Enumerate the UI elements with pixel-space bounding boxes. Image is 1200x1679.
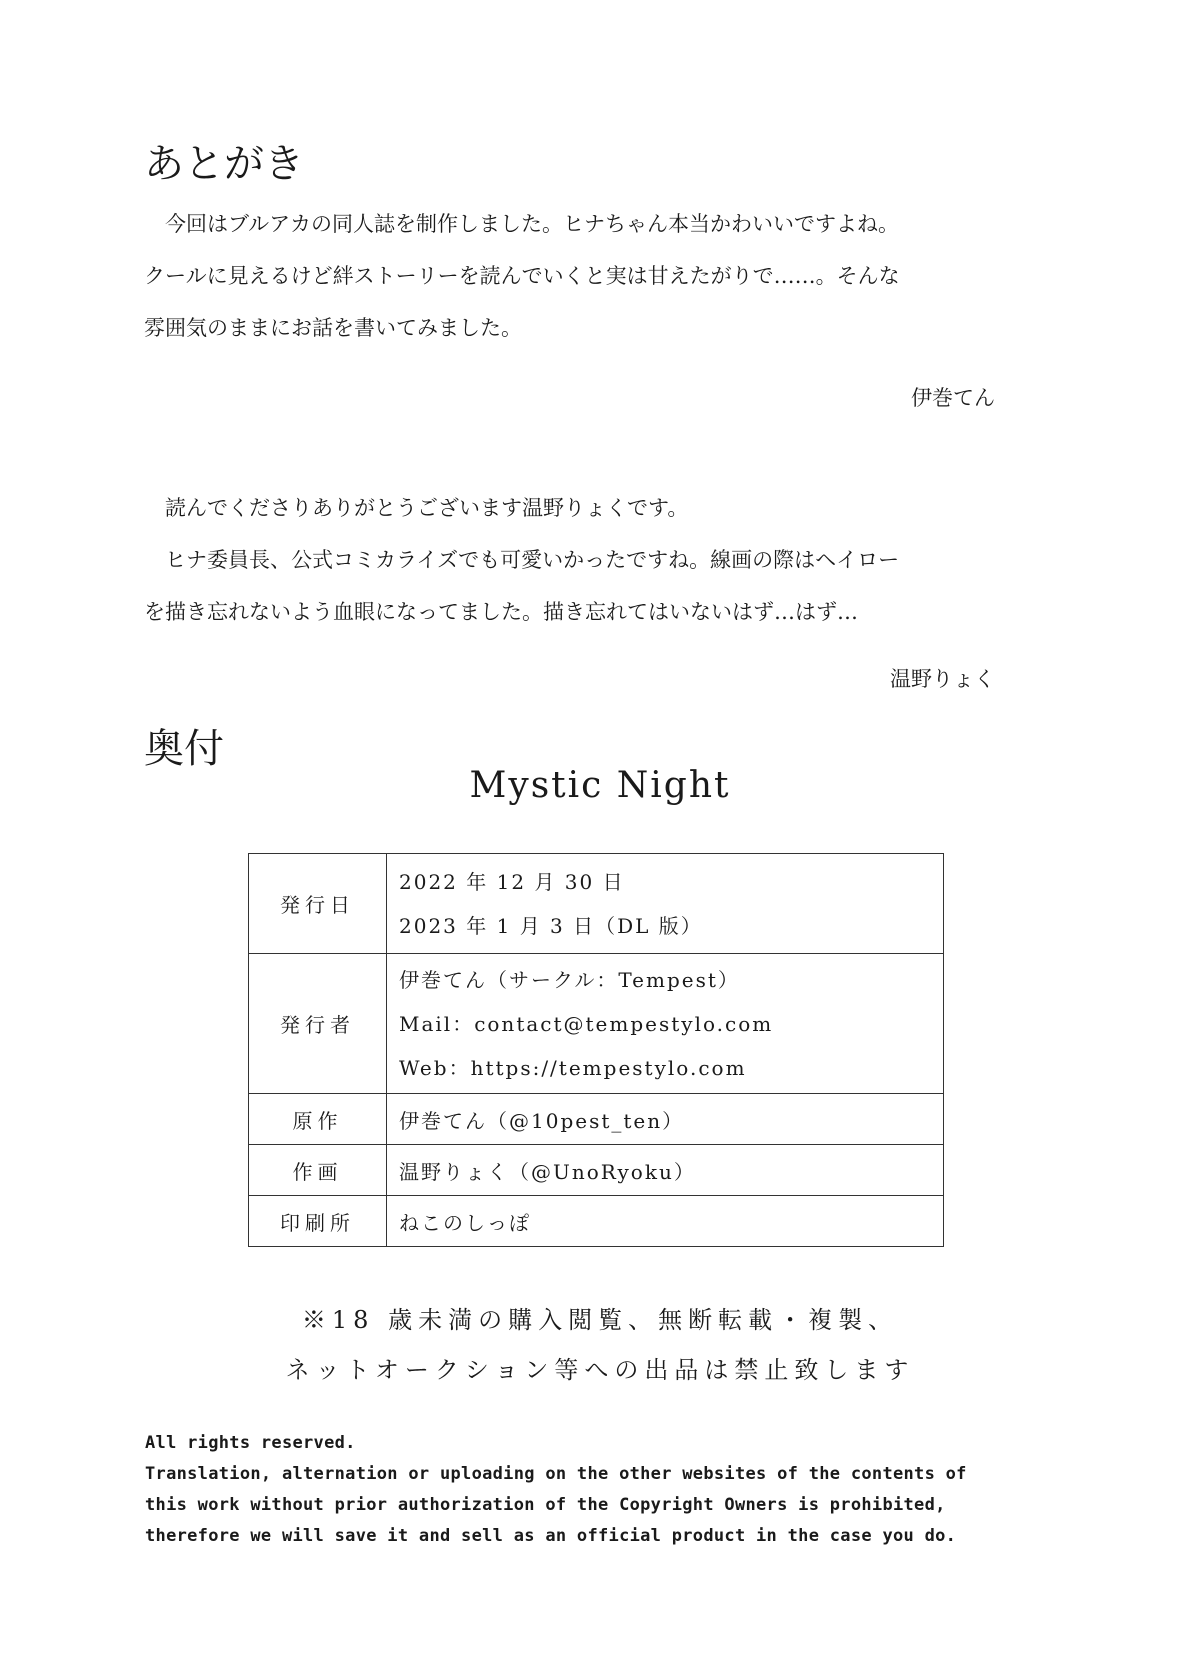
row-label: 発行日 [249,854,387,954]
row-value: ねこのしっぽ [387,1196,944,1247]
afterword-paragraph-1 [144,198,1005,354]
age-restriction-notice: ※18 歳未満の購入閲覧、無断転載・複製、 ネットオークション等への出品は禁止致します [285,1306,915,1384]
afterword-heading: あとがき [144,141,304,187]
table-row [249,1145,944,1196]
row-label: 作画 [249,1145,387,1196]
colophon-heading: 奥付 [144,726,224,772]
row-label: 原作 [249,1094,387,1145]
paragraph-line: 読んでくださりありがとうございます温野りょくです。 [165,496,689,520]
table-row [249,854,944,954]
signature-author-1: 伊巻てん [911,386,995,410]
book-title: Mystic Night [469,765,731,806]
signature-author-2: 温野りょく [890,667,995,691]
paragraph-line: 雰囲気のままにお話を書いてみました。 [144,316,522,340]
row-value: 伊巻てん（@10pest_ten） [387,1094,944,1145]
paragraph-line: 今回はブルアカの同人誌を制作しました。ヒナちゃん本当かわいいですよね。 [165,212,899,236]
paragraph-line: を描き忘れないよう血眼になってました。描き忘れてはいないはず…はず… [144,600,858,624]
web-link: Web：https://tempestylo.com [399,1055,747,1080]
row-value: 伊巻てん（サークル：Tempest） Mail：contact@tempestylo.com Web：https://tempestylo.com [387,954,944,1094]
paragraph-line: ヒナ委員長、公式コミカライズでも可愛いかったですね。線画の際はヘイロー [165,548,900,572]
row-label: 発行者 [249,954,387,1094]
row-value: 温野りょく（@UnoRyoku） [387,1145,944,1196]
afterword-paragraph-2 [144,482,1005,638]
table-row [249,1196,944,1247]
legal-notice: All rights reserved. Translation, alternation or uploading on the other websites of the contents of this work without prior authorization of the Copyright Owners is prohibited, therefore we will save it and sell as an official product in the case you do. [145,1433,967,1546]
colophon-table [248,853,944,1247]
row-label: 印刷所 [249,1196,387,1247]
table-row [249,954,944,1094]
table-row [249,1094,944,1145]
paragraph-line: クールに見えるけど絆ストーリーを読んでいくと実は甘えたがりで……。そんな [144,264,900,288]
row-value: 2022 年 12 月 30 日 2023 年 1 月 3 日（DL 版） [387,854,944,954]
mail-link: Mail：contact@tempestylo.com [399,1011,774,1036]
